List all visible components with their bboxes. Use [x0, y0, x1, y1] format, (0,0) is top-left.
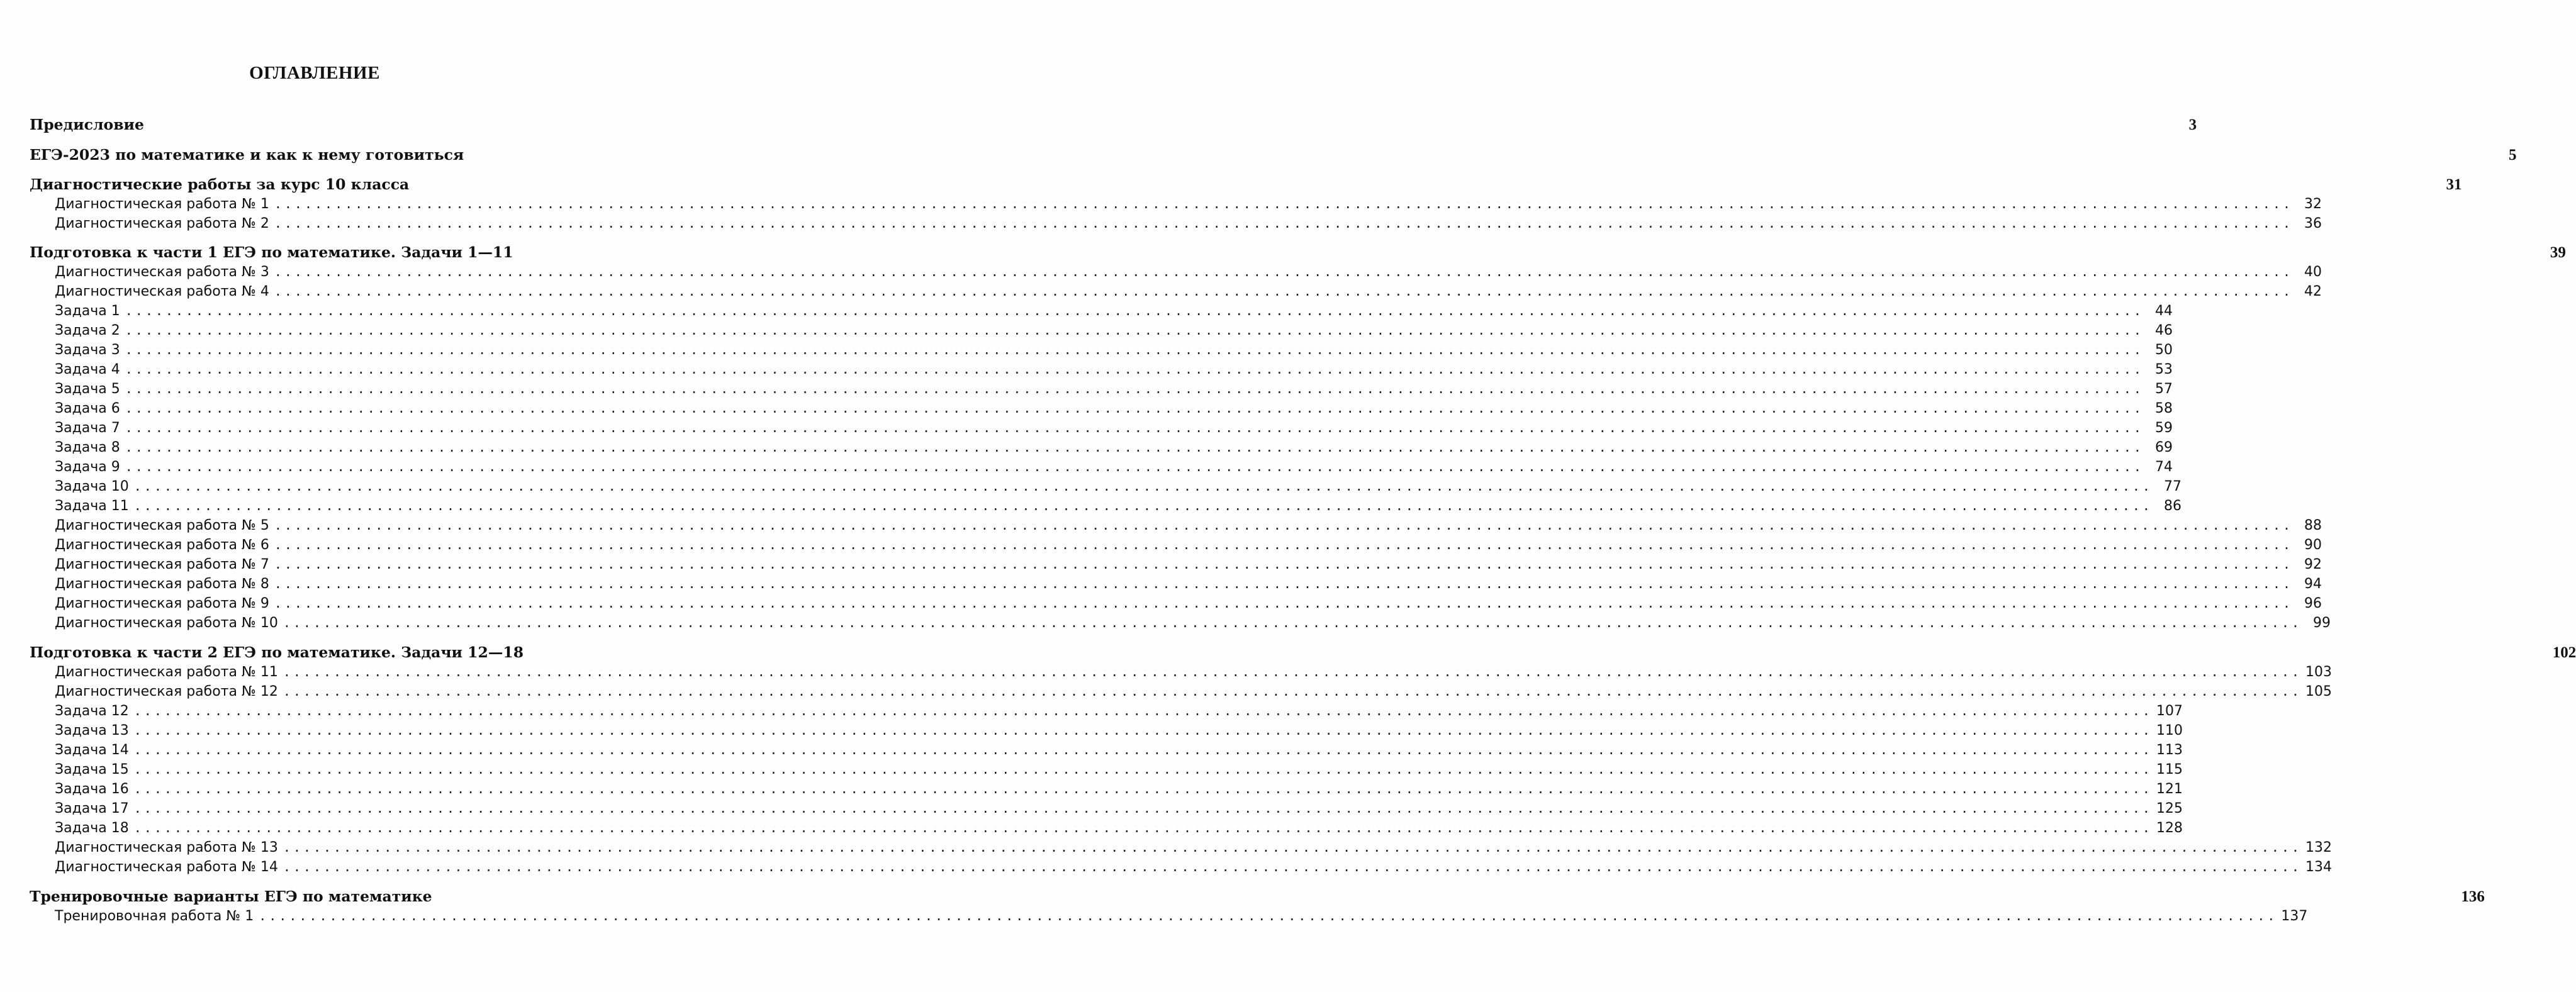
- toc-page-number: 90: [2304, 537, 2322, 553]
- toc-entry: [30, 214, 2322, 233]
- toc-page-number: 115: [2156, 762, 2183, 777]
- dot-leader: ........................................................................................................................................................................................................: [133, 498, 2153, 513]
- toc-page-number: 3: [2188, 116, 2197, 133]
- toc-entry-label: Тренировочная работа № 1: [55, 908, 254, 924]
- toc-entry: [30, 682, 2332, 701]
- dot-leader: ........................................................................................................................................................................................................: [125, 303, 2144, 318]
- dot-leader: ........................................................................................................................................................................................................: [133, 762, 2153, 777]
- toc-entry: [30, 457, 2173, 476]
- toc-entry-label: Задача 5: [55, 381, 120, 397]
- toc-page-number: 113: [2156, 742, 2183, 758]
- toc-page-number: 99: [2313, 615, 2331, 631]
- toc-entry-label: Диагностическая работа № 13: [55, 840, 278, 855]
- toc-entry: [30, 399, 2173, 418]
- toc-page-number: 42: [2304, 284, 2322, 299]
- toc-page-number: 86: [2163, 498, 2181, 514]
- toc-entry: [30, 594, 2322, 613]
- dot-leader: ........................................................................................................................................................................................................: [125, 401, 2144, 416]
- toc-entry-label: Задача 18: [55, 820, 129, 836]
- dot-leader: ........................................................................................................................................................................................................: [274, 596, 2293, 611]
- toc-entry-label: Задача 17: [55, 801, 129, 816]
- toc-entry-label: Задача 6: [55, 401, 120, 416]
- toc-page-number: 39: [2550, 244, 2566, 261]
- dot-leader: ........................................................................................................................................................................................................: [125, 323, 2144, 338]
- page-title: ОГЛАВЛЕНИЕ: [249, 63, 380, 83]
- dot-leader: ........................................................................................................................................................................................................: [274, 216, 2293, 231]
- toc-entry-label: Задача 16: [55, 781, 129, 797]
- toc-page-number: 5: [2508, 147, 2517, 164]
- toc-entry-label: Диагностическая работа № 3: [55, 264, 269, 280]
- dot-leader: ........................................................................................................................................................................................................: [274, 196, 2293, 211]
- toc-entry-label: Подготовка к части 1 ЕГЭ по математике. Задачи 1—11: [30, 243, 513, 261]
- toc-entry-label: Диагностическая работа № 11: [55, 664, 278, 680]
- toc-entry: [30, 818, 2183, 837]
- toc-entry: [30, 194, 2322, 213]
- toc-entry: [30, 838, 2332, 857]
- dot-leader: ........................................................................................................................................................................................................: [259, 908, 2278, 923]
- toc-entry-label: Задача 3: [55, 342, 120, 358]
- toc-entry: [30, 535, 2322, 554]
- toc-entry-label: Задача 10: [55, 479, 129, 494]
- toc-page-number: 134: [2305, 859, 2332, 875]
- toc-page-number: 69: [2154, 440, 2173, 455]
- dot-leader: ........................................................................................................................................................................................................: [133, 742, 2153, 757]
- dot-leader: ........................................................................................................................................................................................................: [125, 459, 2144, 474]
- toc-page-number: 132: [2305, 840, 2332, 855]
- dot-leader: ........................................................................................................................................................................................................: [125, 342, 2144, 357]
- toc-entry-label: Диагностическая работа № 4: [55, 284, 269, 299]
- toc-section: [30, 145, 2517, 164]
- toc-page-number: 137: [2281, 908, 2308, 924]
- dot-leader: ........................................................................................................................................................................................................: [133, 820, 2153, 835]
- dot-leader: ........................................................................................................................................................................................................: [274, 537, 2293, 552]
- toc-entry-label: ЕГЭ-2023 по математике и как к нему готовиться: [30, 146, 464, 164]
- toc-page-number: 94: [2304, 576, 2322, 592]
- toc-entry-label: Предисловие: [30, 116, 144, 133]
- dot-leader: ........................................................................................................................................................................................................: [133, 801, 2153, 816]
- toc-entry-label: Задача 8: [55, 440, 120, 455]
- toc-entry-label: Диагностическая работа № 10: [55, 615, 278, 631]
- toc-page-number: 128: [2156, 820, 2183, 836]
- toc-page-number: 125: [2156, 801, 2183, 816]
- toc-section: [30, 887, 2485, 906]
- dot-leader: ........................................................................................................................................................................................................: [274, 518, 2293, 533]
- toc-entry: [30, 613, 2331, 632]
- toc-entry: [30, 282, 2322, 301]
- toc-section: [30, 115, 2197, 134]
- toc-entry-label: Задача 9: [55, 459, 120, 475]
- toc-entry-label: Диагностическая работа № 12: [55, 684, 278, 699]
- toc-entry-label: Диагностические работы за курс 10 класса: [30, 176, 410, 193]
- toc-entry-label: Задача 14: [55, 742, 129, 758]
- toc-page-number: 121: [2156, 781, 2183, 797]
- dot-leader: ........................................................................................................................................................................................................: [274, 576, 2293, 591]
- toc-section: [30, 243, 2566, 262]
- toc-entry: [30, 360, 2173, 379]
- toc-entry: [30, 740, 2183, 759]
- toc-page-number: 58: [2154, 401, 2173, 416]
- toc-page-number: 32: [2304, 196, 2322, 212]
- toc-entry: [30, 340, 2173, 359]
- dot-leader: ........................................................................................................................................................................................................: [274, 264, 2293, 279]
- toc-page-number: 74: [2154, 459, 2173, 475]
- toc-entry: [30, 379, 2173, 398]
- toc-page-number: 57: [2154, 381, 2173, 397]
- toc-entry: [30, 906, 2308, 925]
- toc-page-number: 46: [2154, 323, 2173, 338]
- toc-page-number: 36: [2304, 216, 2322, 231]
- dot-leader: ........................................................................................................................................................................................................: [274, 557, 2293, 572]
- toc-entry: [30, 301, 2173, 320]
- dot-leader: ........................................................................................................................................................................................................: [133, 479, 2153, 494]
- toc-entry: [30, 496, 2181, 515]
- toc-page-number: 44: [2154, 303, 2173, 319]
- toc-entry-label: Задача 12: [55, 703, 129, 719]
- toc-entry: [30, 701, 2183, 720]
- toc-entry-label: Задача 15: [55, 762, 129, 777]
- toc-entry-label: Задача 13: [55, 723, 129, 738]
- dot-leader: ........................................................................................................................................................................................................: [283, 840, 2302, 855]
- toc-entry: [30, 516, 2322, 535]
- dot-leader: ........................................................................................................................................................................................................: [283, 664, 2302, 679]
- dot-leader: ........................................................................................................................................................................................................: [133, 781, 2153, 796]
- dot-leader: ........................................................................................................................................................................................................: [125, 381, 2144, 396]
- toc-entry: [30, 321, 2173, 340]
- toc-entry: [30, 779, 2183, 798]
- toc-entry: [30, 438, 2173, 457]
- toc-page-number: 88: [2304, 518, 2322, 533]
- toc-entry-label: Задача 1: [55, 303, 120, 319]
- toc-page-number: 40: [2304, 264, 2322, 280]
- toc-entry-label: Диагностическая работа № 1: [55, 196, 269, 212]
- toc-page-number: 102: [2552, 644, 2576, 661]
- toc-entry-label: Диагностическая работа № 14: [55, 859, 278, 875]
- toc-section: [30, 175, 2462, 194]
- toc-entry: [30, 555, 2322, 574]
- toc-page-number: 92: [2304, 557, 2322, 572]
- toc-entry-label: Подготовка к части 2 ЕГЭ по математике. Задачи 12—18: [30, 644, 524, 661]
- toc-entry: [30, 477, 2181, 496]
- dot-leader: ........................................................................................................................................................................................................: [274, 284, 2293, 299]
- dot-leader: ........................................................................................................................................................................................................: [283, 615, 2302, 630]
- toc-page-number: 50: [2154, 342, 2173, 358]
- toc-entry-label: Диагностическая работа № 9: [55, 596, 269, 611]
- toc-entry-label: Задача 2: [55, 323, 120, 338]
- dot-leader: ........................................................................................................................................................................................................: [125, 362, 2144, 377]
- toc-entry-label: Задача 7: [55, 420, 120, 436]
- dot-leader: ........................................................................................................................................................................................................: [133, 723, 2153, 738]
- toc-page-number: 105: [2305, 684, 2332, 699]
- toc-page-number: 103: [2305, 664, 2332, 680]
- dot-leader: ........................................................................................................................................................................................................: [125, 440, 2144, 455]
- dot-leader: ........................................................................................................................................................................................................: [283, 684, 2302, 699]
- toc-page-number: 77: [2163, 479, 2181, 494]
- toc-page-number: 96: [2304, 596, 2322, 611]
- dot-leader: ........................................................................................................................................................................................................: [125, 420, 2144, 435]
- toc-entry-label: Задача 4: [55, 362, 120, 377]
- toc-page-number: 107: [2156, 703, 2183, 719]
- toc-entry-label: Тренировочные варианты ЕГЭ по математике: [30, 888, 432, 905]
- toc-page-number: 31: [2446, 176, 2462, 193]
- toc-page-number: 136: [2461, 888, 2485, 905]
- toc-entry-label: Диагностическая работа № 5: [55, 518, 269, 533]
- toc-entry-label: Диагностическая работа № 7: [55, 557, 269, 572]
- toc-entry: [30, 662, 2332, 681]
- toc-entry: [30, 721, 2183, 740]
- toc-entry: [30, 262, 2322, 281]
- toc-entry: [30, 799, 2183, 818]
- toc-entry-label: Диагностическая работа № 6: [55, 537, 269, 553]
- toc-entry: [30, 760, 2183, 779]
- toc-entry: [30, 574, 2322, 593]
- toc-entry-label: Диагностическая работа № 8: [55, 576, 269, 592]
- toc-page-number: 59: [2154, 420, 2173, 436]
- toc-section: [30, 643, 2576, 662]
- toc-page-number: 110: [2156, 723, 2183, 738]
- toc-entry: [30, 857, 2332, 876]
- toc-page-number: 53: [2154, 362, 2173, 377]
- toc-entry: [30, 418, 2173, 437]
- toc-entry-label: Диагностическая работа № 2: [55, 216, 269, 231]
- toc-entry-label: Задача 11: [55, 498, 129, 514]
- dot-leader: ........................................................................................................................................................................................................: [133, 703, 2153, 718]
- dot-leader: ........................................................................................................................................................................................................: [283, 859, 2302, 874]
